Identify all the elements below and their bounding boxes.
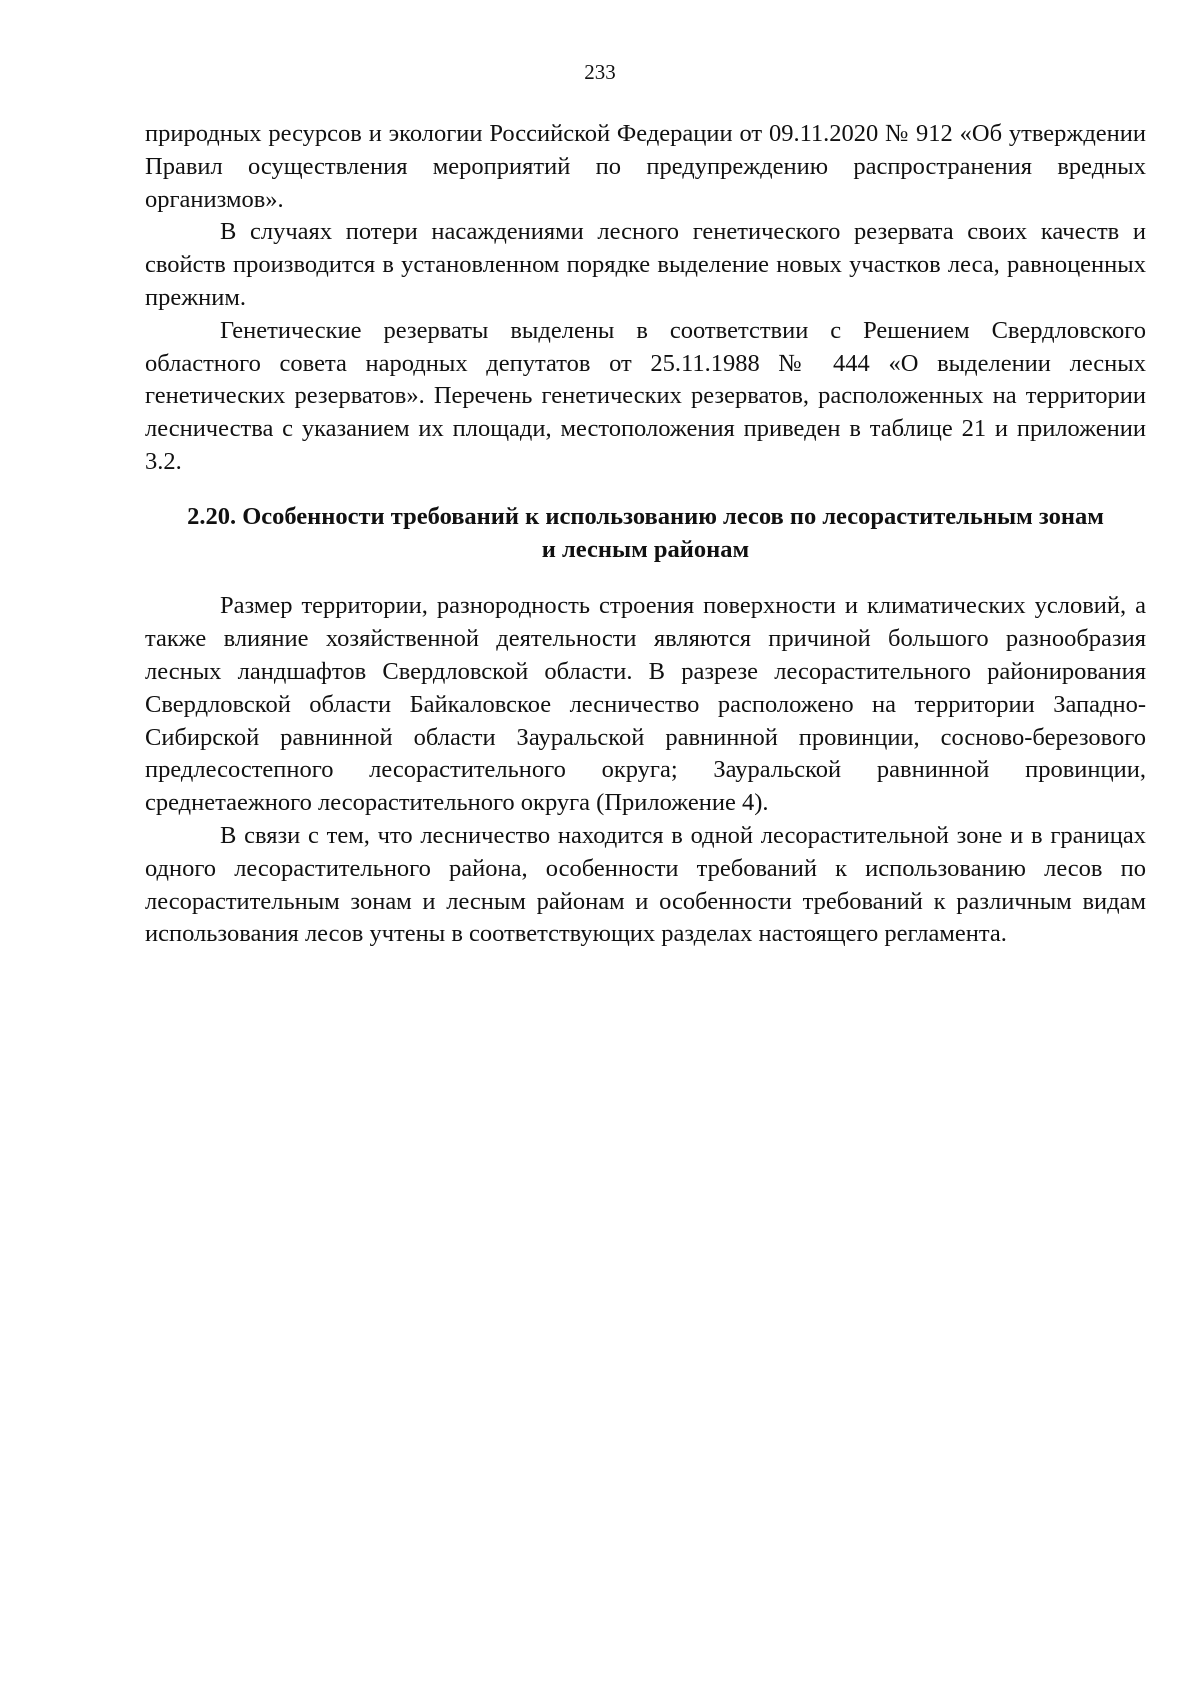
paragraph-genetic-reserves: Генетические резерваты выделены в соответствии с Решением Свердловского областного совета народных депутатов от 25.11.1988 № 444 «О выделении лесных генетических резерватов». Перечень генетических резерватов, расположенных на территории лесничества с указанием их площади, местоположения приведен в таблице 21 и приложении 3.2. (145, 316, 1146, 475)
paragraph-forest-zoning: Размер территории, разнородность строения поверхности и климатических условий, а также влияние хозяйственной деятельности являются причиной большого разнообразия лесных ландшафтов Свердловской области. В разрезе лесорастительного районирования Свердловской области Байкаловское лесничество расположено на территории Западно-Сибирской равнинной области Зауральской равнинной провинции, сосново-березового предлесостепного лесорастительного округа; Зауральской равнинной провинции, среднетаежного лесорастительного округа (Приложение 4). (145, 592, 1146, 817)
page-number: 233 (584, 60, 616, 84)
section-heading-line-1: 2.20. Особенности требований к использованию лесов по лесорастительным зонам (187, 502, 1104, 530)
paragraph-continuation: природных ресурсов и экологии Российской Федерации от 09.11.2020 № 912 «Об утверждении Правил осуществления мероприятий по предупреждению распространения вредных организмов». (145, 120, 1146, 213)
paragraph-reserve-loss: В случаях потери насаждениями лесного генетического резервата своих качеств и свойств производится в установленном порядке выделение новых участков леса, равноценных прежним. (145, 218, 1146, 311)
document-body (145, 118, 1146, 951)
section-heading (145, 501, 1146, 567)
section-heading-line-2: и лесным районам (541, 535, 750, 563)
paragraph-requirements: В связи с тем, что лесничество находится в одной лесорастительной зоне и в границах одного лесорастительного района, особенности требований к использованию лесов по лесорастительным зонам и лесным районам и особенности требований к различным видам использования лесов учтены в соответствующих разделах настоящего регламента. (145, 821, 1146, 948)
